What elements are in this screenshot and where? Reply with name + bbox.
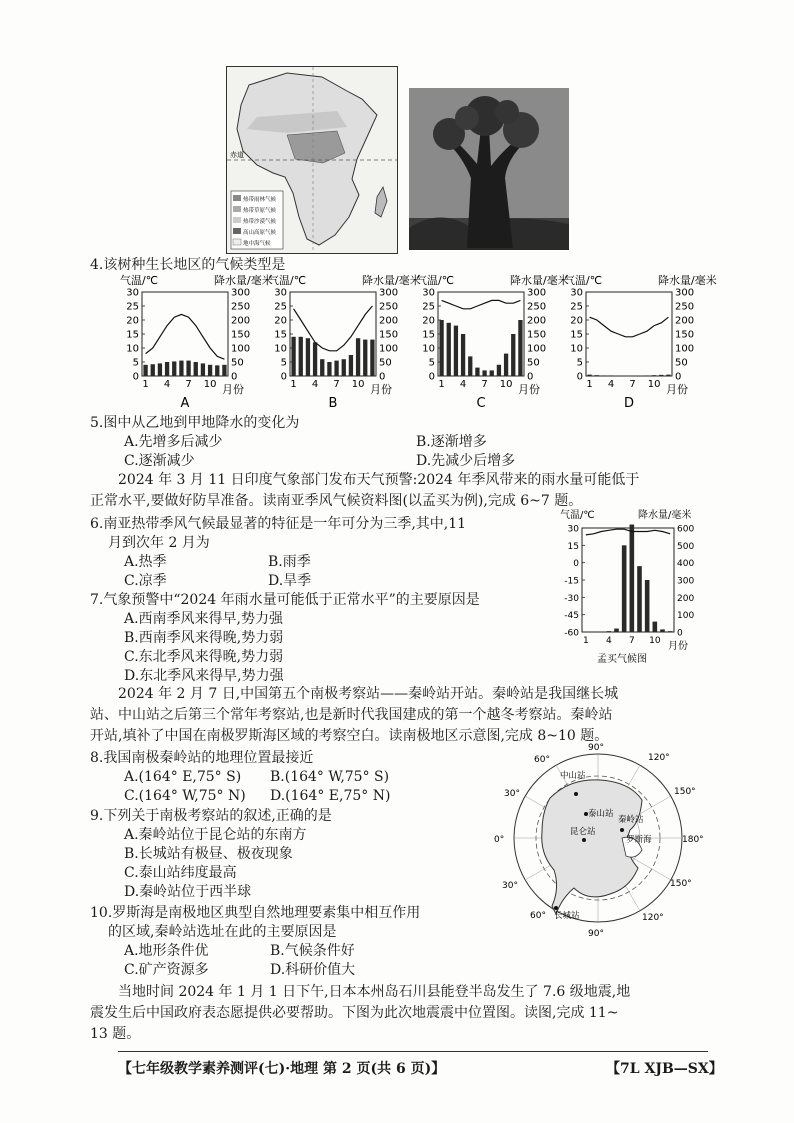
mumbai-caption: 孟买气候图 xyxy=(597,654,647,665)
ytick-left-q4-2-0: 30 xyxy=(422,287,435,299)
precip-bar-q4-0-11 xyxy=(215,365,219,376)
ytick-left-q4-0-6: 0 xyxy=(132,371,139,383)
ytick-left-q4-2-1: 25 xyxy=(422,301,435,313)
ytick-right-q4-3-3: 150 xyxy=(675,329,695,341)
antarctica-map xyxy=(490,738,710,938)
temp-line-mumbai xyxy=(586,529,670,535)
precip-bar-q4-2-4 xyxy=(461,334,465,376)
ytick-left-q4-0-3: 15 xyxy=(126,329,139,341)
q10-option-c[interactable]: C.矿产资源多 xyxy=(124,962,209,978)
q10-stem-1: 10.罗斯海是南极地区典型自然地理要素集中相互作用 xyxy=(90,905,421,921)
ytick-left-q4-1-0: 30 xyxy=(274,287,287,299)
deg-90-bottom: 90° xyxy=(588,929,604,938)
precip-bar-q4-0-8 xyxy=(194,362,198,376)
q7-option-b[interactable]: B.西南季风来得晚,势力弱 xyxy=(124,630,284,646)
month-label-q4-1: 月份 xyxy=(370,383,392,396)
legend-4: 高山高原气候 xyxy=(243,230,277,236)
q10-option-b[interactable]: B.气候条件好 xyxy=(270,943,355,959)
kunlun-label: 昆仑站 xyxy=(570,827,596,837)
ytick-left-q4-2-2: 20 xyxy=(422,315,435,327)
precip-bar-q4-2-12 xyxy=(518,320,522,376)
ross-label: 罗斯海 xyxy=(626,835,652,845)
mumbai-precip-label: 降水量/毫米 xyxy=(638,510,692,521)
q6-option-b[interactable]: B.雨季 xyxy=(268,554,311,570)
ytick-left-q4-2-3: 15 xyxy=(422,329,435,341)
q8-stem: 8.我国南极秦岭站的地理位置最接近 xyxy=(90,750,314,766)
precip-bar-q4-3-2 xyxy=(595,375,599,376)
precip-bar-q4-0-10 xyxy=(208,365,212,376)
precip-bar-q4-1-9 xyxy=(349,355,353,376)
precip-bar-q4-2-7 xyxy=(482,370,486,376)
precip-bar-q4-2-1 xyxy=(439,320,443,376)
ytick-right-q4-3-0: 300 xyxy=(675,287,695,299)
ytick-right-q4-1-2: 200 xyxy=(379,315,399,327)
temp-axis-label-3: 气温/℃ xyxy=(564,274,603,287)
intro-quake-2: 震发生后中国政府表态愿提供必要帮助。下图为此次地震震中位置图。读图,完成 11~ xyxy=(90,1005,619,1021)
ytick-right-q4-1-4: 100 xyxy=(379,343,399,355)
ytick-right-q4-3-2: 200 xyxy=(675,315,695,327)
precip-bar-q4-2-11 xyxy=(511,334,515,376)
mumbai-chart xyxy=(546,506,716,668)
ytick-left-q4-3-5: 5 xyxy=(576,357,583,369)
changcheng-label: 长城站 xyxy=(554,911,580,921)
xtick-q4-1-2: 7 xyxy=(333,379,340,390)
q8-option-d[interactable]: D.(164° E,75° N) xyxy=(270,788,391,804)
q8-option-b[interactable]: B.(164° W,75° S) xyxy=(270,769,390,785)
footer-left: 【七年级教学素养测评(七)·地理 第 2 页(共 6 页)】 xyxy=(118,1061,446,1077)
legend-1: 热带雨林气候 xyxy=(243,197,277,203)
precip-axis-label-0: 降水量/毫米 xyxy=(214,274,273,287)
plot-frame-q4-0 xyxy=(142,292,228,376)
precip-bar-q4-1-5 xyxy=(320,359,324,376)
legend-3: 热带沙漠气候 xyxy=(243,219,277,225)
xtick-q4-2-1: 4 xyxy=(459,379,467,390)
temp-axis-label-1: 气温/℃ xyxy=(268,274,307,287)
q10-option-d[interactable]: D.科研价值大 xyxy=(270,962,356,978)
ytick-right-q4-0-4: 100 xyxy=(231,343,251,355)
ytick-left-mumbai-3: -15 xyxy=(564,576,579,587)
ytick-right-q4-2-0: 300 xyxy=(527,287,547,299)
q4-charts xyxy=(118,272,718,412)
ytick-left-q4-3-6: 0 xyxy=(576,371,583,383)
ytick-right-q4-1-5: 50 xyxy=(379,357,392,369)
xtick-q4-3-0: 1 xyxy=(586,379,593,390)
ytick-right-q4-0-6: 0 xyxy=(231,371,238,383)
precip-bar-q4-1-1 xyxy=(291,337,295,376)
precip-bar-q4-2-9 xyxy=(497,365,501,376)
xtick-mumbai-0: 1 xyxy=(582,636,589,646)
precip-bar-mumbai-12 xyxy=(668,631,673,632)
intro-quake-3: 13 题。 xyxy=(90,1026,141,1042)
precip-bar-q4-2-8 xyxy=(490,370,494,376)
intro-antarctica-2: 站、中山站之后第三个常年考察站,也是新时代我国建成的第一个越冬考察站。秦岭站 xyxy=(90,707,613,723)
precip-bar-mumbai-7 xyxy=(630,525,635,632)
xtick-q4-1-3: 10 xyxy=(351,379,365,390)
chart-letter-A: A xyxy=(180,396,190,411)
precip-bar-q4-3-11 xyxy=(659,375,663,376)
ytick-right-q4-2-5: 50 xyxy=(527,357,540,369)
equator-label: 赤道 xyxy=(230,151,244,159)
zhongshan-label: 中山站 xyxy=(560,771,586,781)
ytick-right-q4-2-6: 0 xyxy=(527,371,534,383)
q7-option-d[interactable]: D.东北季风来得早,势力强 xyxy=(124,668,284,684)
ytick-right-q4-1-0: 300 xyxy=(379,287,399,299)
xtick-q4-2-2: 7 xyxy=(481,379,488,390)
ytick-right-q4-0-3: 150 xyxy=(231,329,251,341)
precip-bar-q4-0-6 xyxy=(179,361,183,376)
precip-bar-q4-2-2 xyxy=(447,323,451,376)
deg-90-top: 90° xyxy=(588,743,604,753)
deg-30-top: 30° xyxy=(504,789,520,799)
q4-chart-svg xyxy=(118,272,718,412)
temp-line-q4-1 xyxy=(294,306,373,351)
deg-60-bottom: 60° xyxy=(530,911,546,921)
q8-option-a[interactable]: A.(164° E,75° S) xyxy=(124,769,242,785)
q6-stem-2: 月到次年 2 月为 xyxy=(108,535,210,551)
precip-bar-q4-0-4 xyxy=(165,362,169,376)
precip-bar-q4-2-3 xyxy=(454,326,458,376)
map-legend xyxy=(231,191,283,249)
precip-bar-mumbai-6 xyxy=(622,545,627,632)
q5-option-b[interactable]: B.逐渐增多 xyxy=(416,434,487,450)
legend-2: 热带草原气候 xyxy=(243,208,277,214)
ytick-left-q4-1-3: 15 xyxy=(274,329,287,341)
ytick-left-q4-1-4: 10 xyxy=(274,343,287,355)
ytick-right-q4-2-2: 200 xyxy=(527,315,547,327)
precip-bar-q4-3-10 xyxy=(652,375,656,376)
precip-bar-q4-0-5 xyxy=(172,361,176,376)
q9-option-d[interactable]: D.秦岭站位于西半球 xyxy=(124,884,252,900)
qinling-label: 秦岭站 xyxy=(618,815,644,825)
xtick-q4-0-2: 7 xyxy=(185,379,192,390)
intro-quake-1: 当地时间 2024 年 1 月 1 日下午,日本本州岛石川县能登半岛发生了 7.6 级地震,地 xyxy=(118,984,631,1000)
temp-line-q4-2 xyxy=(442,300,521,308)
precip-bar-q4-0-3 xyxy=(158,363,162,376)
chart-letter-B: B xyxy=(328,396,338,411)
xtick-q4-2-3: 10 xyxy=(499,379,513,390)
q9-option-c[interactable]: C.泰山站纬度最高 xyxy=(124,865,237,881)
ytick-left-q4-0-5: 5 xyxy=(132,357,139,369)
precip-bar-q4-0-1 xyxy=(143,365,147,376)
footer-rule xyxy=(118,1051,708,1052)
q5-option-d[interactable]: D.先减少后增多 xyxy=(416,453,516,469)
q10-option-a[interactable]: A.地形条件优 xyxy=(124,943,209,959)
precip-bar-q4-1-3 xyxy=(306,338,310,376)
ytick-left-mumbai-4: -30 xyxy=(564,593,579,604)
ytick-right-mumbai-1: 500 xyxy=(677,541,695,552)
deg-120-top: 120° xyxy=(648,753,670,763)
precip-bar-mumbai-5 xyxy=(614,629,619,632)
ytick-left-q4-2-6: 0 xyxy=(428,371,435,383)
precip-bar-q4-2-6 xyxy=(475,368,479,376)
precip-bar-q4-3-4 xyxy=(609,375,613,376)
precip-bar-q4-3-1 xyxy=(587,375,591,376)
xtick-mumbai-1: 4 xyxy=(605,636,612,646)
precip-bar-mumbai-1 xyxy=(584,631,589,632)
precip-bar-mumbai-2 xyxy=(591,631,596,632)
precip-bar-mumbai-3 xyxy=(599,631,604,632)
month-label-q4-3: 月份 xyxy=(666,383,688,396)
month-label-q4-0: 月份 xyxy=(222,383,244,396)
precip-bar-q4-1-6 xyxy=(327,362,331,376)
ytick-left-q4-3-1: 25 xyxy=(570,301,583,313)
ytick-right-mumbai-6: 0 xyxy=(677,628,683,639)
ytick-left-q4-3-2: 20 xyxy=(570,315,583,327)
ytick-left-q4-1-2: 20 xyxy=(274,315,287,327)
ytick-left-q4-0-2: 20 xyxy=(126,315,139,327)
q9-stem: 9.下列关于南极考察站的叙述,正确的是 xyxy=(90,808,332,824)
intro-monsoon-1: 2024 年 3 月 11 日印度气象部门发布天气预警:2024 年季风带来的雨水量可能低于 xyxy=(118,472,640,488)
chart-letter-D: D xyxy=(623,396,635,411)
ytick-right-mumbai-3: 300 xyxy=(677,576,695,587)
ytick-left-q4-2-4: 10 xyxy=(422,343,435,355)
precip-bar-q4-1-12 xyxy=(370,340,374,376)
xtick-q4-1-1: 4 xyxy=(311,379,319,390)
ytick-right-mumbai-2: 400 xyxy=(677,559,695,570)
precip-bar-q4-1-7 xyxy=(334,361,338,376)
mumbai-temp-label: 气温/℃ xyxy=(560,510,595,521)
ytick-left-mumbai-2: 0 xyxy=(573,559,579,570)
precip-bar-q4-2-5 xyxy=(468,356,472,376)
ytick-left-q4-0-0: 30 xyxy=(126,287,139,299)
q5-option-a[interactable]: A.先增多后减少 xyxy=(124,434,223,450)
footer-right: 【7L XJB—SX】 xyxy=(606,1061,723,1077)
plot-frame-q4-3 xyxy=(586,292,672,376)
ytick-right-q4-0-5: 50 xyxy=(231,357,244,369)
ytick-left-q4-1-5: 5 xyxy=(280,357,287,369)
xtick-q4-0-0: 1 xyxy=(142,379,149,390)
precip-axis-label-1: 降水量/毫米 xyxy=(362,274,421,287)
mumbai-chart-svg xyxy=(546,506,716,668)
precip-bar-q4-0-12 xyxy=(222,365,226,376)
ytick-right-mumbai-5: 100 xyxy=(677,611,695,622)
deg-0: 0° xyxy=(494,835,505,845)
precip-bar-q4-0-2 xyxy=(151,364,155,376)
precip-bar-q4-3-3 xyxy=(602,375,606,376)
baobab-photo xyxy=(409,88,569,250)
deg-120-bottom: 120° xyxy=(642,913,664,923)
deg-150-bottom: 150° xyxy=(670,879,692,889)
temp-line-q4-0 xyxy=(146,314,225,359)
intro-antarctica-3: 开站,填补了中国在南极罗斯海区域的考察空白。读南极地区示意图,完成 8~10 题。 xyxy=(90,728,609,744)
ytick-left-q4-1-1: 25 xyxy=(274,301,287,313)
ytick-left-q4-3-0: 30 xyxy=(570,287,583,299)
xtick-q4-3-1: 4 xyxy=(607,379,615,390)
ytick-left-q4-2-5: 5 xyxy=(428,357,435,369)
africa-map xyxy=(226,66,398,254)
precip-bar-q4-1-2 xyxy=(299,337,303,376)
q7-option-c[interactable]: C.东北季风来得晚,势力弱 xyxy=(124,649,284,665)
precip-bar-q4-3-9 xyxy=(645,375,649,376)
q7-stem: 7.气象预警中“2024 年雨水量可能低于正常水平”的主要原因是 xyxy=(90,592,480,608)
ytick-left-q4-3-4: 10 xyxy=(570,343,583,355)
ytick-left-mumbai-5: -45 xyxy=(564,611,579,622)
ytick-left-q4-0-1: 25 xyxy=(126,301,139,313)
chart-letter-C: C xyxy=(476,396,486,411)
q10-stem-2: 的区域,秦岭站选址在此的主要原因是 xyxy=(108,924,337,940)
xtick-q4-0-1: 4 xyxy=(163,379,171,390)
ytick-right-q4-3-6: 0 xyxy=(675,371,682,383)
xtick-q4-1-0: 1 xyxy=(290,379,297,390)
xtick-mumbai-3: 10 xyxy=(649,636,661,646)
ytick-right-q4-2-3: 150 xyxy=(527,329,547,341)
ytick-right-q4-3-5: 50 xyxy=(675,357,688,369)
q6-stem-1: 6.南亚热带季风气候最显著的特征是一年可分为三季,其中,11 xyxy=(90,516,467,532)
ytick-right-mumbai-0: 600 xyxy=(677,524,695,535)
ytick-left-q4-0-4: 10 xyxy=(126,343,139,355)
ytick-right-q4-1-6: 0 xyxy=(379,371,386,383)
precip-bar-q4-1-10 xyxy=(356,338,360,376)
precip-axis-label-2: 降水量/毫米 xyxy=(510,274,569,287)
precip-bar-mumbai-8 xyxy=(637,566,642,632)
xtick-q4-3-2: 7 xyxy=(629,379,636,390)
precip-bar-q4-1-8 xyxy=(342,359,346,376)
ytick-right-mumbai-4: 200 xyxy=(677,593,695,604)
month-label-q4-2: 月份 xyxy=(518,383,540,396)
precip-bar-q4-0-9 xyxy=(201,363,205,376)
deg-180: 180° xyxy=(682,835,704,845)
ytick-right-q4-3-4: 100 xyxy=(675,343,695,355)
ytick-left-q4-3-3: 15 xyxy=(570,329,583,341)
xtick-mumbai-2: 7 xyxy=(628,636,635,646)
ytick-right-q4-0-2: 200 xyxy=(231,315,251,327)
intro-monsoon-2: 正常水平,要做好防旱准备。读南亚季风气候资料图(以孟买为例),完成 6~7 题。 xyxy=(90,493,583,509)
xtick-q4-0-3: 10 xyxy=(203,379,217,390)
q9-option-a[interactable]: A.秦岭站位于昆仑站的东南方 xyxy=(124,827,307,843)
precip-bar-mumbai-11 xyxy=(660,629,665,632)
temp-line-q4-3 xyxy=(590,317,669,337)
ytick-left-q4-1-6: 0 xyxy=(280,371,287,383)
q5-stem: 5.图中从乙地到甲地降水的变化为 xyxy=(90,415,300,431)
month-label-mumbai: 月份 xyxy=(668,641,688,652)
precip-bar-q4-0-7 xyxy=(186,361,190,376)
ytick-left-mumbai-6: -60 xyxy=(564,628,579,639)
precip-bar-mumbai-9 xyxy=(645,580,650,632)
ytick-right-q4-1-1: 250 xyxy=(379,301,399,313)
precip-bar-q4-1-4 xyxy=(313,342,317,376)
ytick-left-mumbai-1: 15 xyxy=(567,541,579,552)
intro-antarctica-1: 2024 年 2 月 7 日,中国第五个南极考察站——秦岭站开站。秦岭站是我国继长城 xyxy=(118,686,619,702)
temp-axis-label-2: 气温/℃ xyxy=(416,274,455,287)
q9-option-b[interactable]: B.长城站有极昼、极夜现象 xyxy=(124,846,293,862)
precip-axis-label-3: 降水量/毫米 xyxy=(658,274,717,287)
ytick-right-q4-0-0: 300 xyxy=(231,287,251,299)
q4-stem: 4.该树种生长地区的气候类型是 xyxy=(90,257,286,273)
q6-option-a[interactable]: A.热季 xyxy=(124,554,167,570)
precip-bar-q4-1-11 xyxy=(363,340,367,376)
precip-bar-q4-2-10 xyxy=(504,354,508,376)
plot-frame-mumbai xyxy=(582,528,674,632)
deg-150-top: 150° xyxy=(674,787,696,797)
ytick-right-q4-2-1: 250 xyxy=(527,301,547,313)
precip-bar-mumbai-4 xyxy=(607,631,612,632)
legend-5: 地中海气候 xyxy=(243,241,271,247)
deg-30-bottom: 30° xyxy=(502,881,518,891)
ytick-right-q4-2-4: 100 xyxy=(527,343,547,355)
precip-bar-mumbai-10 xyxy=(653,622,658,632)
ytick-left-mumbai-0: 30 xyxy=(567,524,579,535)
q6-option-d[interactable]: D.旱季 xyxy=(268,573,312,589)
ytick-right-q4-1-3: 150 xyxy=(379,329,399,341)
q8-option-c[interactable]: C.(164° W,75° N) xyxy=(124,788,246,804)
deg-60-top: 60° xyxy=(534,755,550,765)
xtick-q4-3-3: 10 xyxy=(647,379,661,390)
q5-option-c[interactable]: C.逐渐减少 xyxy=(124,453,195,469)
xtick-q4-2-0: 1 xyxy=(438,379,445,390)
q7-option-a[interactable]: A.西南季风来得早,势力强 xyxy=(124,611,284,627)
q6-option-c[interactable]: C.凉季 xyxy=(124,573,167,589)
ytick-right-q4-3-1: 250 xyxy=(675,301,695,313)
temp-axis-label-0: 气温/℃ xyxy=(120,274,159,287)
precip-bar-q4-3-12 xyxy=(666,375,670,376)
taishan-label: 泰山站 xyxy=(588,809,614,819)
ytick-right-q4-0-1: 250 xyxy=(231,301,251,313)
